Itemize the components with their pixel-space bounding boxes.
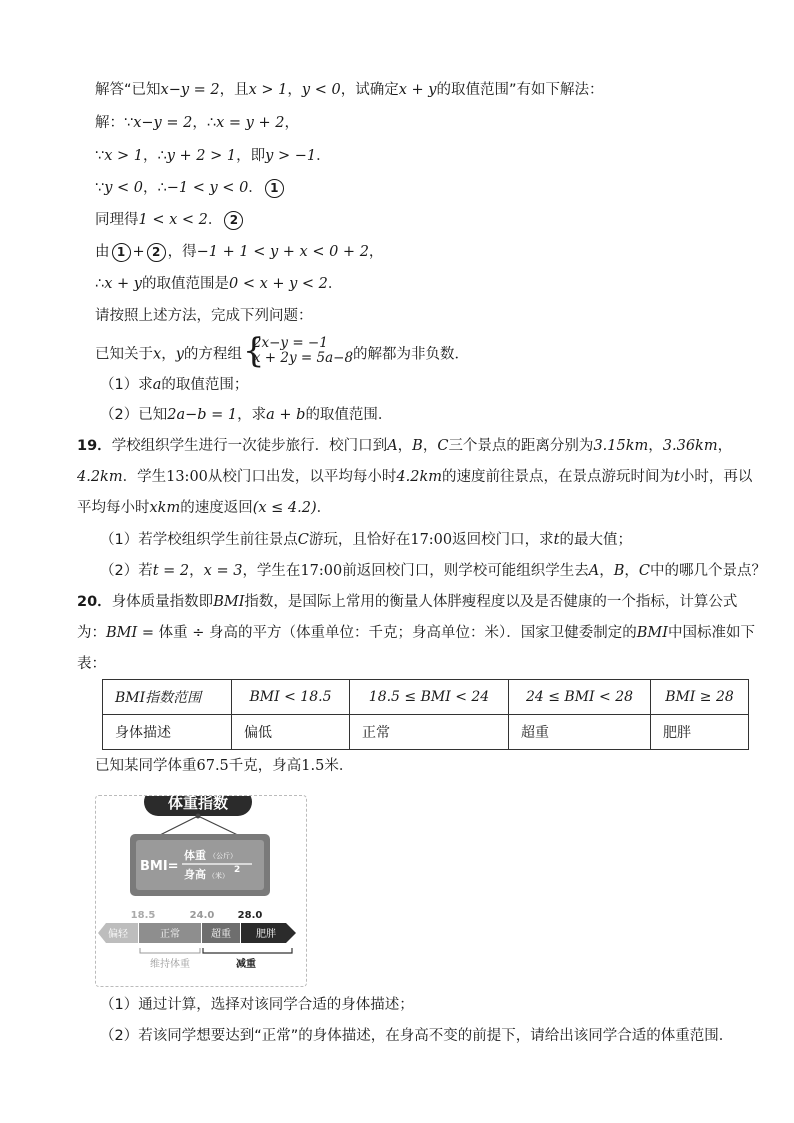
circled-number: 1 [112, 243, 131, 262]
text: ，求 [237, 407, 267, 423]
math: t [553, 532, 560, 548]
p18-question-1 [100, 375, 248, 395]
text: ． [316, 148, 331, 164]
circled-number: 2 [147, 243, 166, 262]
math: −1 + 1 < y + x < 0 + 2 [196, 244, 369, 260]
p19-line-2 [77, 467, 752, 487]
math: a [152, 377, 162, 393]
text: ，试确定 [340, 82, 399, 98]
math: BMI [636, 625, 668, 641]
text: ，∴ [192, 115, 217, 131]
text: ， [189, 563, 204, 579]
text: 为： [77, 625, 106, 641]
math: 3.36km [662, 438, 718, 454]
math: B [613, 563, 625, 579]
math: 1.5 [301, 758, 325, 774]
p18-line-5 [95, 210, 245, 230]
math: y [175, 346, 184, 363]
text: ． [248, 180, 263, 196]
math: 4.2km [396, 469, 443, 485]
text: 的取值范围是 [141, 276, 229, 292]
text: 已知某同学体重 [95, 758, 197, 774]
math: x [153, 346, 162, 363]
text: （1）求 [100, 377, 153, 393]
text: ， [368, 244, 384, 260]
math: −1 < y < 0 [166, 180, 249, 196]
text: 的速度返回 [180, 500, 253, 516]
math: A [588, 563, 600, 579]
text: ，即 [236, 148, 266, 164]
math: + [132, 244, 145, 260]
text: = 体重 ÷ 身高的平方（体重单位：千克；身高单位：米）．国家卫健委制定的 [137, 625, 637, 641]
segment-label: 偏轻 [108, 929, 128, 940]
circled-number: 1 [265, 179, 284, 198]
text: 解答“已知 [95, 82, 161, 98]
math: xkm [149, 500, 181, 516]
bmi-standard-table [102, 679, 749, 750]
p18-line-8: 请按照上述方法，完成下列问题： [95, 308, 313, 324]
text: （1）若学校组织学生前往景点 [100, 532, 298, 548]
math: (x ≤ 4.2) [252, 500, 317, 516]
text: ∵ [95, 180, 105, 196]
text: ， [717, 438, 733, 454]
bmi-label: BMI= [140, 859, 179, 874]
text: 米． [324, 758, 354, 774]
math: C [638, 563, 650, 579]
text: ，学生在 [242, 563, 301, 579]
text: 由 [95, 244, 110, 260]
p18-line-7 [95, 274, 342, 294]
text: 三个景点的距离分别为 [448, 438, 594, 454]
table-cell: 肥胖 [651, 715, 749, 750]
square-exponent: 2 [234, 865, 241, 875]
math: 67.5 [196, 758, 229, 774]
table-cell: 正常 [350, 715, 509, 750]
text: 学校组织学生进行一次徒步旅行．校门口到 [111, 438, 388, 454]
segment-label: 正常 [160, 929, 180, 940]
p20-given [95, 756, 353, 776]
nail [196, 814, 201, 819]
math: x−y = 2 [160, 82, 220, 98]
text: 小时，再以 [679, 469, 753, 485]
text: ，且 [219, 82, 249, 98]
bracket-reduce [203, 948, 292, 953]
table-cell: 18.5 ≤ BMI < 24 [350, 680, 509, 715]
p18-line-3 [95, 146, 331, 166]
text: ， [599, 563, 614, 579]
text: 已知关于 [95, 346, 153, 363]
question-number: 19． [77, 438, 112, 454]
text: ， [648, 438, 663, 454]
segment-label: 超重 [211, 929, 231, 940]
table-row [103, 715, 749, 750]
text: ， [284, 115, 299, 131]
equation-2: x + 2y = 5a−8 [252, 350, 354, 366]
text: ， [624, 563, 639, 579]
math: x + y [398, 82, 437, 98]
text: ．学生 [122, 469, 167, 485]
math: y < 0 [301, 82, 341, 98]
math: 17:00 [300, 563, 343, 579]
math: x + y [104, 276, 142, 292]
p20-line-3: 表： [77, 656, 106, 672]
tick-label: 28.0 [237, 910, 263, 921]
text: （2）已知 [100, 407, 168, 423]
math: 3.15km [593, 438, 649, 454]
math: x−y = 2 [133, 115, 193, 131]
math: BMI [213, 594, 245, 610]
circled-number: 2 [224, 211, 243, 230]
text: ∴ [95, 276, 105, 292]
table-cell: 偏低 [232, 715, 350, 750]
table-cell: BMI指数范围 [103, 680, 232, 715]
text: 游玩，且恰好在 [308, 532, 411, 548]
text: ∵ [95, 148, 105, 164]
text: 身体质量指数即 [111, 594, 214, 610]
p18-question-2 [100, 405, 392, 425]
text: ． [316, 500, 332, 516]
p18-line-2 [95, 113, 299, 133]
table-cell: 身体描述 [103, 715, 232, 750]
denominator: 身高 [184, 868, 206, 881]
bracket-maintain [140, 948, 200, 953]
text: 解：∵ [95, 115, 134, 131]
p20-line-2 [77, 623, 755, 643]
brace: { [242, 331, 265, 371]
text: 的最大值； [559, 532, 632, 548]
text: ， [397, 438, 413, 454]
math: a + b [266, 407, 306, 423]
text: 返回校门口，求 [452, 532, 554, 548]
equation-1: 2x−y = −1 [252, 335, 328, 351]
text: 的方程组 [183, 346, 242, 363]
text: 的取值范围； [161, 377, 249, 393]
p19-line-1 [77, 436, 732, 456]
figure-title: 体重指数 [167, 796, 229, 812]
p19-line-3 [77, 498, 331, 518]
math: x > 1 [104, 148, 144, 164]
math: 1 < x < 2 [138, 212, 208, 228]
table-cell: BMI ≥ 28 [651, 680, 749, 715]
segment-label: 肥胖 [256, 929, 276, 940]
group-label: 维持体重 [150, 959, 190, 970]
numerator-unit: （公斤） [209, 852, 237, 860]
table-cell: 超重 [509, 715, 651, 750]
text: 指数，是国际上常用的衡量人体胖瘦程度以及是否健康的一个指标，计算公式 [244, 594, 738, 610]
text: 前返回校门口，则学校可能组织学生去 [342, 563, 589, 579]
bmi-figure [95, 795, 307, 987]
text: ，∴ [143, 180, 167, 196]
text: ， [161, 346, 176, 363]
text: 从校门口出发，以平均每小时 [207, 469, 397, 485]
text: ． [327, 276, 343, 292]
math: C [437, 438, 449, 454]
math: 4.2km [77, 469, 123, 485]
math: t [674, 469, 680, 485]
math: 13:00 [166, 469, 208, 485]
math: A [387, 438, 398, 454]
p20-line-1 [77, 592, 737, 612]
p18-line-1 [95, 80, 603, 100]
math: y < 0 [104, 180, 144, 196]
p19-question-2 [100, 561, 766, 581]
math: y > −1 [265, 148, 317, 164]
text: 的速度前往景点，在景点游玩时间为 [442, 469, 675, 485]
table-row [103, 680, 749, 715]
p19-question-1 [100, 530, 632, 550]
math: BMI [106, 625, 138, 641]
text: 的取值范围． [305, 407, 393, 423]
math: C [297, 532, 309, 548]
math: x = y + 2 [216, 115, 285, 131]
group-label: 减重 [236, 959, 256, 970]
text: 同理得 [95, 212, 139, 228]
math: 0 < x + y < 2 [228, 276, 328, 292]
bmi-illustration [96, 796, 306, 986]
math: 2a−b = 1 [167, 407, 238, 423]
math: x = 3 [203, 563, 243, 579]
math: 17:00 [410, 532, 453, 548]
numerator: 体重 [184, 849, 206, 862]
question-number: 20． [77, 594, 112, 610]
text: ． [207, 212, 223, 228]
denominator-unit: （米） [208, 872, 229, 880]
tick-label: 24.0 [189, 910, 215, 921]
text: ， [287, 82, 302, 98]
text: 的取值范围”有如下解法： [436, 82, 604, 98]
table-cell: BMI < 18.5 [232, 680, 350, 715]
text: ，∴ [143, 148, 167, 164]
text: 的解都为非负数． [353, 346, 470, 363]
text: （2）若 [100, 563, 153, 579]
equation-system [242, 331, 354, 373]
math: y + 2 > 1 [166, 148, 237, 164]
math: B [412, 438, 423, 454]
text: 千克，身高 [228, 758, 302, 774]
p18-line-9 [95, 331, 470, 373]
text: 中国标准如下 [667, 625, 755, 641]
p20-question-2: （2）若该同学想要达到“正常”的身体描述，在身高不变的前提下，请给出该同学合适的体重范围． [100, 1028, 734, 1044]
p20-question-1: （1）通过计算，选择对该同学合适的身体描述； [100, 997, 414, 1013]
text: ， [422, 438, 438, 454]
table-cell: 24 ≤ BMI < 28 [509, 680, 651, 715]
text: 平均每小时 [77, 500, 150, 516]
math: t = 2 [152, 563, 190, 579]
text: 中的哪几个景点？ [649, 563, 766, 579]
p18-line-6 [95, 242, 383, 262]
text: ，得 [167, 244, 197, 260]
math: x > 1 [248, 82, 288, 98]
p18-line-4 [95, 178, 286, 198]
tick-label: 18.5 [130, 910, 156, 921]
